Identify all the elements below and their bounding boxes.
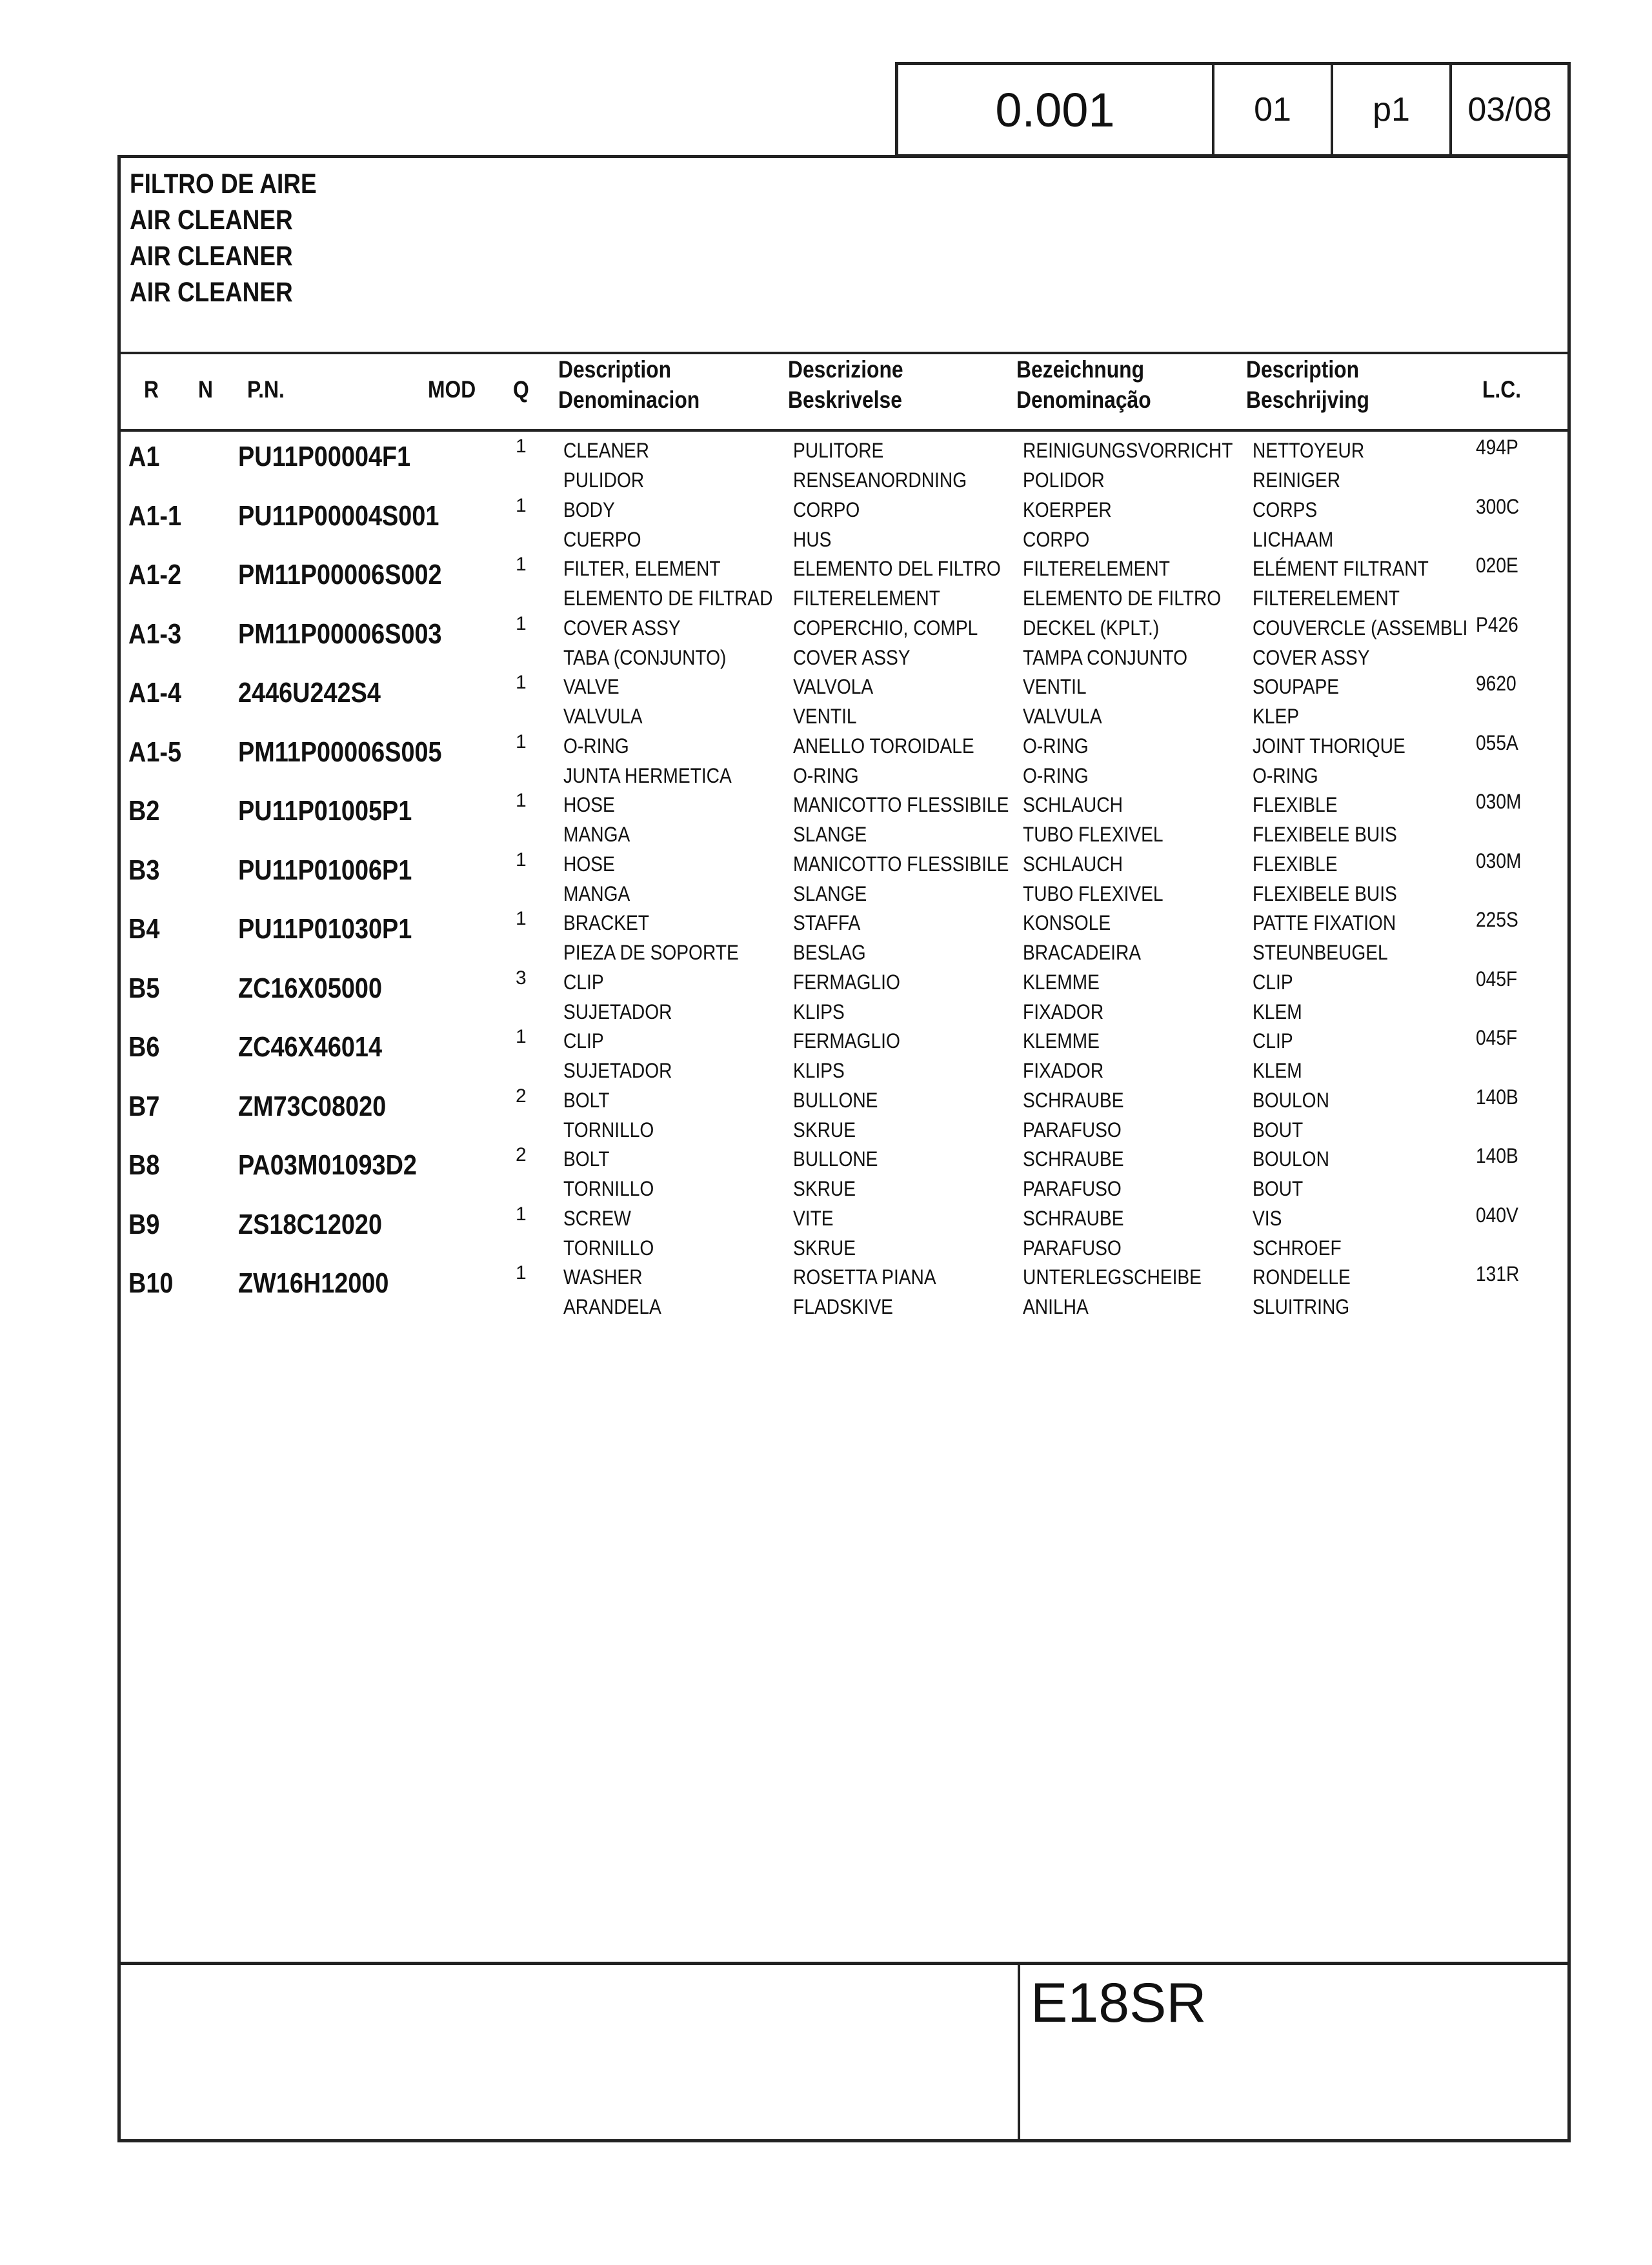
lc-code: 045F — [1476, 967, 1518, 991]
description-cell — [1253, 1144, 1329, 1203]
description-line: CLIP — [563, 970, 604, 994]
description-cell — [563, 849, 630, 909]
description-line: STEUNBEUGEL — [1253, 941, 1388, 964]
description-line: JUNTA HERMETICA — [563, 763, 732, 787]
quantity: 1 — [516, 1203, 527, 1225]
description-line: SKRUE — [793, 1177, 856, 1200]
description-line: KOERPER — [1023, 498, 1112, 521]
description-cell — [1253, 908, 1396, 967]
description-cell — [793, 613, 978, 672]
col-desc-de-line1: Bezeichnung — [1016, 356, 1145, 383]
description-cell — [1023, 672, 1102, 731]
description-line: FIXADOR — [1023, 1000, 1104, 1023]
description-line: ELEMENTO DE FILTRAD — [563, 587, 773, 610]
description-line: SUJETADOR — [563, 1059, 672, 1082]
description-line: ARANDELA — [563, 1295, 661, 1318]
footer-divider — [1018, 1965, 1020, 2139]
description-line: PARAFUSO — [1023, 1236, 1122, 1260]
part-number: PU11P01006P1 — [238, 854, 412, 886]
col-r: R — [144, 376, 159, 403]
description-line: FERMAGLIO — [793, 1029, 900, 1052]
description-line: TORNILLO — [563, 1236, 654, 1260]
ref-code: B9 — [128, 1208, 160, 1240]
description-line: MANICOTTO FLESSIBILE — [793, 852, 1009, 876]
description-cell — [1023, 1144, 1123, 1203]
description-line: KLEP — [1253, 705, 1300, 728]
description-cell — [563, 1085, 654, 1145]
description-cell — [563, 436, 649, 495]
description-line: PULIDOR — [563, 468, 645, 492]
description-line: FILTER, ELEMENT — [563, 557, 721, 580]
col-q: Q — [513, 376, 529, 403]
description-cell — [793, 1203, 856, 1263]
description-cell — [563, 731, 732, 790]
lc-code: 140B — [1476, 1144, 1518, 1167]
section-title — [130, 166, 317, 310]
lc-code: 494P — [1476, 436, 1518, 459]
description-line: WASHER — [563, 1265, 643, 1289]
description-line: TAMPA CONJUNTO — [1023, 645, 1188, 669]
part-number: PU11P00004S001 — [238, 499, 439, 532]
description-line: SCHRAUBE — [1023, 1206, 1124, 1230]
description-cell — [1023, 1085, 1123, 1145]
description-line: FIXADOR — [1023, 1059, 1104, 1082]
table-row — [121, 908, 1567, 967]
description-line: CUERPO — [563, 527, 641, 551]
description-line: PARAFUSO — [1023, 1118, 1122, 1142]
ref-code: A1-2 — [128, 559, 182, 590]
col-desc-fr — [1246, 354, 1369, 415]
description-cell — [563, 967, 672, 1027]
description-line: ELEMENTO DEL FILTRO — [793, 557, 1001, 580]
description-cell — [1253, 1085, 1329, 1145]
description-line: REINIGUNGSVORRICHT — [1023, 439, 1233, 462]
description-line: KLEMME — [1023, 970, 1100, 994]
lc-code: 140B — [1476, 1085, 1518, 1109]
description-line: RENSEANORDNING — [793, 468, 967, 492]
description-line: BRACKET — [563, 911, 650, 934]
description-line: BODY — [563, 498, 615, 521]
col-desc-it-line1: Descrizione — [788, 356, 903, 383]
description-line: SLANGE — [793, 823, 867, 846]
description-line: CLEANER — [563, 439, 650, 462]
description-cell — [1253, 731, 1405, 790]
description-line: HUS — [793, 527, 832, 551]
description-cell — [793, 731, 974, 790]
description-line: CLIP — [1253, 1029, 1293, 1052]
title-line: AIR CLEANER — [130, 277, 293, 308]
description-line: KLIPS — [793, 1000, 845, 1023]
table-row — [121, 672, 1567, 731]
description-line: ROSETTA PIANA — [793, 1265, 936, 1289]
description-cell — [1023, 495, 1112, 554]
col-desc-it-line2: Beskrivelse — [788, 387, 902, 413]
col-desc-fr-line2: Beschrijving — [1246, 387, 1369, 413]
description-cell — [1253, 1262, 1351, 1322]
description-cell — [1253, 1026, 1302, 1085]
col-pn: P.N. — [247, 376, 285, 403]
col-desc-fr-line1: Description — [1246, 356, 1360, 383]
description-line: POLIDOR — [1023, 468, 1105, 492]
description-line: O-RING — [1023, 734, 1089, 758]
description-line: ANELLO TOROIDALE — [793, 734, 974, 758]
description-line: CORPO — [793, 498, 860, 521]
description-line: PULITORE — [793, 439, 884, 462]
description-cell — [793, 1085, 878, 1145]
description-line: SCHLAUCH — [1023, 793, 1123, 816]
description-line: BOLT — [563, 1088, 610, 1112]
description-line: BOULON — [1253, 1147, 1329, 1171]
quantity: 1 — [516, 436, 527, 457]
description-cell — [793, 849, 1009, 909]
part-number: 2446U242S4 — [238, 677, 381, 709]
ref-code: B5 — [128, 972, 160, 1004]
description-line: FLEXIBLE — [1253, 793, 1338, 816]
ref-code: B10 — [128, 1267, 174, 1299]
description-line: BOUT — [1253, 1118, 1304, 1142]
table-row — [121, 436, 1567, 495]
description-line: MANGA — [563, 823, 630, 846]
lc-code: 9620 — [1476, 672, 1516, 695]
description-line: FLEXIBLE — [1253, 852, 1338, 876]
ref-code: B6 — [128, 1031, 160, 1063]
description-line: SOUPAPE — [1253, 675, 1340, 698]
quantity: 1 — [516, 554, 527, 575]
lc-code: 020E — [1476, 554, 1518, 577]
description-line: SCHROEF — [1253, 1236, 1342, 1260]
description-line: CLIP — [563, 1029, 604, 1052]
description-line: FERMAGLIO — [793, 970, 900, 994]
description-line: CORPS — [1253, 498, 1318, 521]
description-line: FILTERELEMENT — [793, 587, 940, 610]
description-cell — [793, 790, 1009, 849]
description-cell — [563, 495, 641, 554]
quantity: 1 — [516, 849, 527, 871]
description-cell — [1253, 495, 1333, 554]
description-cell — [793, 436, 967, 495]
quantity: 3 — [516, 967, 527, 989]
description-line: VIS — [1253, 1206, 1282, 1230]
description-cell — [1023, 908, 1141, 967]
description-line: BOULON — [1253, 1088, 1329, 1112]
description-line: SKRUE — [793, 1236, 856, 1260]
description-cell — [793, 554, 1001, 613]
description-cell — [1253, 1203, 1342, 1263]
description-cell — [1023, 849, 1163, 909]
part-number: PM11P00006S003 — [238, 618, 442, 650]
description-line: SUJETADOR — [563, 1000, 672, 1023]
table-row — [121, 1262, 1567, 1322]
description-cell — [1023, 554, 1221, 613]
description-line: FLADSKIVE — [793, 1295, 893, 1318]
description-cell — [1023, 731, 1089, 790]
description-line: VALVE — [563, 675, 620, 698]
description-cell — [1253, 672, 1339, 731]
description-line: CORPO — [1023, 527, 1090, 551]
description-line: TORNILLO — [563, 1118, 654, 1142]
quantity: 1 — [516, 612, 527, 634]
description-cell — [563, 790, 630, 849]
description-line: JOINT THORIQUE — [1253, 734, 1405, 758]
table-row — [121, 613, 1567, 672]
quantity: 1 — [516, 1026, 527, 1047]
description-line: KONSOLE — [1023, 911, 1111, 934]
col-mod: MOD — [428, 376, 476, 403]
description-line: TABA (CONJUNTO) — [563, 645, 727, 669]
footer — [121, 1962, 1567, 2139]
page-number: 0.001 — [898, 65, 1214, 154]
description-line: COUVERCLE (ASSEMBLI — [1253, 616, 1468, 639]
description-line: STAFFA — [793, 911, 861, 934]
description-line: BESLAG — [793, 941, 866, 964]
description-cell — [1253, 436, 1364, 495]
col-desc-en — [558, 354, 700, 415]
lc-code: 131R — [1476, 1262, 1520, 1285]
description-line: TORNILLO — [563, 1177, 654, 1200]
description-line: ELEMENTO DE FILTRO — [1023, 587, 1222, 610]
col-desc-en-line2: Denominacion — [558, 387, 700, 413]
description-line: ANILHA — [1023, 1295, 1089, 1318]
description-line: VALVULA — [563, 705, 643, 728]
description-line: TUBO FLEXIVEL — [1023, 823, 1163, 846]
quantity: 1 — [516, 1262, 527, 1284]
description-cell — [1023, 1203, 1123, 1263]
description-line: COVER ASSY — [1253, 645, 1370, 669]
part-number: PU11P01030P1 — [238, 913, 412, 945]
description-line: HOSE — [563, 793, 615, 816]
description-line: O-RING — [563, 734, 629, 758]
description-cell — [1023, 613, 1187, 672]
description-cell — [1253, 967, 1302, 1027]
description-line: O-RING — [1253, 763, 1318, 787]
part-number: PU11P00004F1 — [238, 441, 411, 472]
lc-code: 055A — [1476, 730, 1518, 754]
description-line: BRACADEIRA — [1023, 941, 1142, 964]
col-desc-de — [1016, 354, 1151, 415]
description-cell — [1023, 1262, 1202, 1322]
description-line: COPERCHIO, COMPL — [793, 616, 978, 639]
description-line: BOUT — [1253, 1177, 1304, 1200]
description-line: KLEMME — [1023, 1029, 1100, 1052]
description-cell — [793, 1144, 878, 1203]
part-number: ZM73C08020 — [238, 1090, 387, 1122]
col-desc-it — [788, 354, 903, 415]
description-line: PARAFUSO — [1023, 1177, 1122, 1200]
description-line: BOLT — [563, 1147, 610, 1171]
description-cell — [793, 967, 900, 1027]
description-cell — [563, 1144, 654, 1203]
description-line: ELÉMENT FILTRANT — [1253, 557, 1429, 580]
description-line: FLEXIBELE BUIS — [1253, 881, 1397, 905]
description-line: VENTIL — [793, 705, 857, 728]
description-line: UNTERLEGSCHEIBE — [1023, 1265, 1202, 1289]
table-row — [121, 731, 1567, 790]
description-cell — [793, 495, 860, 554]
parts-list-frame — [117, 155, 1571, 2142]
table-row — [121, 967, 1567, 1027]
issue-date: 03/08 — [1467, 91, 1552, 128]
ref-code: A1-3 — [128, 618, 182, 650]
title-line: AIR CLEANER — [130, 241, 293, 272]
description-line: KLEM — [1253, 1059, 1302, 1082]
col-n: N — [198, 376, 213, 403]
part-number: PM11P00006S005 — [238, 736, 442, 768]
description-cell — [1023, 1026, 1103, 1085]
table-row — [121, 1144, 1567, 1203]
description-cell — [563, 1203, 654, 1263]
description-cell — [1253, 790, 1397, 849]
description-line: MANGA — [563, 881, 630, 905]
part-number: PU11P01005P1 — [238, 795, 412, 827]
page-part: p1 — [1333, 65, 1452, 154]
ref-code: A1-4 — [128, 677, 182, 709]
description-cell — [563, 613, 726, 672]
description-line: VENTIL — [1023, 675, 1087, 698]
ref-code: A1-5 — [128, 736, 182, 768]
description-line: SLANGE — [793, 881, 867, 905]
description-line: SCHLAUCH — [1023, 852, 1123, 876]
description-cell — [1023, 790, 1163, 849]
col-desc-en-line1: Description — [558, 356, 672, 383]
description-cell — [1253, 613, 1467, 672]
quantity: 2 — [516, 1085, 527, 1107]
description-line: PATTE FIXATION — [1253, 911, 1396, 934]
description-line: MANICOTTO FLESSIBILE — [793, 793, 1009, 816]
quantity: 1 — [516, 790, 527, 811]
lc-code: 045F — [1476, 1026, 1518, 1049]
description-line: BULLONE — [793, 1088, 878, 1112]
description-line: FILTERELEMENT — [1253, 587, 1400, 610]
divider — [121, 429, 1567, 432]
part-number: ZW16H12000 — [238, 1267, 389, 1299]
table-row — [121, 1085, 1567, 1145]
revision-number: 01 — [1214, 65, 1333, 154]
description-line: SCHRAUBE — [1023, 1147, 1124, 1171]
part-number: ZC46X46014 — [238, 1031, 382, 1063]
description-line: SLUITRING — [1253, 1295, 1350, 1318]
lc-code: 040V — [1476, 1203, 1518, 1227]
part-number: ZS18C12020 — [238, 1208, 382, 1240]
table-row — [121, 849, 1567, 909]
description-cell — [563, 554, 772, 613]
description-line: COVER ASSY — [793, 645, 911, 669]
ref-code: A1-1 — [128, 499, 182, 532]
description-line: KLIPS — [793, 1059, 845, 1082]
lc-code: P426 — [1476, 612, 1518, 636]
col-desc-de-line2: Denominação — [1016, 387, 1151, 413]
col-lc: L.C. — [1482, 376, 1522, 403]
description-line: SCHRAUBE — [1023, 1088, 1124, 1112]
description-cell — [793, 908, 866, 967]
description-line: FLEXIBELE BUIS — [1253, 823, 1397, 846]
description-cell — [563, 672, 643, 731]
description-line: PIEZA DE SOPORTE — [563, 941, 739, 964]
description-line: TUBO FLEXIVEL — [1023, 881, 1163, 905]
description-line: NETTOYEUR — [1253, 439, 1365, 462]
ref-code: B8 — [128, 1149, 160, 1181]
part-number: ZC16X05000 — [238, 972, 382, 1004]
description-line: COVER ASSY — [563, 616, 681, 639]
description-cell — [563, 908, 739, 967]
description-cell — [1253, 554, 1429, 613]
description-cell — [563, 1026, 672, 1085]
description-line: RONDELLE — [1253, 1265, 1351, 1289]
description-line: FILTERELEMENT — [1023, 557, 1170, 580]
ref-code: B7 — [128, 1090, 160, 1122]
description-line: HOSE — [563, 852, 615, 876]
description-line: REINIGER — [1253, 468, 1341, 492]
column-header — [121, 352, 1567, 428]
quantity: 1 — [516, 672, 527, 693]
description-line: O-RING — [1023, 763, 1089, 787]
table-row — [121, 554, 1567, 613]
ref-code: B3 — [128, 854, 160, 886]
ref-code: B2 — [128, 795, 160, 827]
description-cell — [793, 672, 873, 731]
description-line: BULLONE — [793, 1147, 878, 1171]
quantity: 1 — [516, 730, 527, 752]
table-row — [121, 790, 1567, 849]
description-cell — [793, 1262, 936, 1322]
quantity: 1 — [516, 494, 527, 516]
quantity: 1 — [516, 908, 527, 929]
description-line: CLIP — [1253, 970, 1293, 994]
page-header — [895, 62, 1571, 157]
description-cell — [563, 1262, 661, 1322]
title-line: AIR CLEANER — [130, 205, 293, 236]
ref-code: B4 — [128, 913, 160, 945]
quantity: 2 — [516, 1144, 527, 1165]
title-line: FILTRO DE AIRE — [130, 168, 317, 199]
lc-code: 030M — [1476, 790, 1522, 813]
lc-code: 300C — [1476, 494, 1520, 518]
ref-code: A1 — [128, 441, 160, 472]
description-line: VITE — [793, 1206, 834, 1230]
lc-code: 030M — [1476, 849, 1522, 872]
description-line: SKRUE — [793, 1118, 856, 1142]
model-code: E18SR — [1031, 1972, 1207, 2034]
description-cell — [793, 1026, 900, 1085]
description-cell — [1253, 849, 1397, 909]
description-line: VALVOLA — [793, 675, 874, 698]
lc-code: 225S — [1476, 908, 1518, 931]
description-line: O-RING — [793, 763, 859, 787]
description-line: KLEM — [1253, 1000, 1302, 1023]
description-line: SCREW — [563, 1206, 631, 1230]
part-number: PA03M01093D2 — [238, 1149, 417, 1181]
description-line: VALVULA — [1023, 705, 1102, 728]
description-cell — [1023, 967, 1103, 1027]
table-row — [121, 1203, 1567, 1263]
description-line: DECKEL (KPLT.) — [1023, 616, 1160, 639]
table-row — [121, 495, 1567, 554]
description-line: LICHAAM — [1253, 527, 1334, 551]
table-row — [121, 1026, 1567, 1085]
description-cell — [1023, 436, 1233, 495]
part-number: PM11P00006S002 — [238, 559, 442, 590]
